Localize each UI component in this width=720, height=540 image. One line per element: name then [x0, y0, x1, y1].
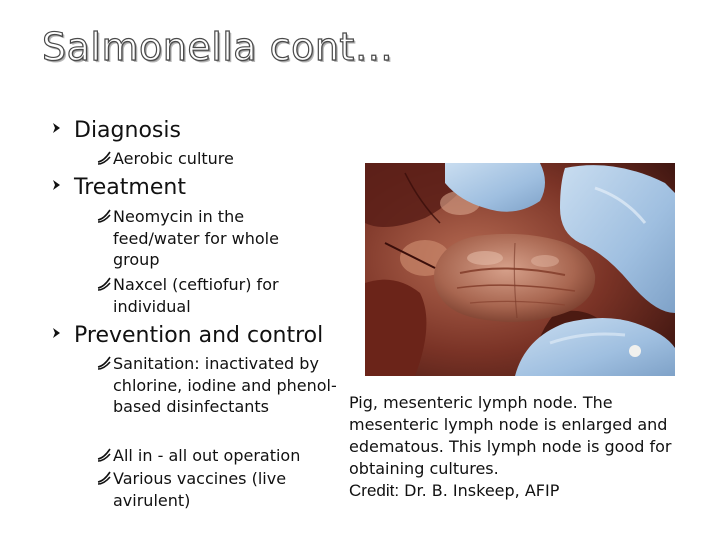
sub-bullet [96, 148, 341, 170]
bullet-label: Treatment [74, 175, 186, 200]
swoosh-bullet-icon [96, 207, 112, 227]
bullet-label: Prevention and control [74, 323, 324, 348]
bullet-label: Diagnosis [74, 118, 181, 143]
sub-bullet [96, 274, 316, 317]
caption-text: Pig, mesenteric lymph node. The mesenteric lymph node is enlarged and edematous. This lymph node is good for obtaining cultures. [349, 393, 672, 478]
arrow-bullet-icon [52, 326, 66, 346]
sub-bullet-text: Sanitation: inactivated by chlorine, iodine and phenol-based disinfectants [113, 354, 337, 416]
arrow-bullet-icon [52, 121, 66, 141]
sub-bullet-text: Naxcel (ceftiofur) for individual [113, 275, 279, 316]
swoosh-bullet-icon [96, 275, 112, 295]
credit-value: Dr. B. Inskeep, AFIP [404, 481, 560, 500]
sub-bullet-text: All in - all out operation [113, 446, 301, 465]
sub-bullet-text: Various vaccines (live avirulent) [113, 469, 287, 510]
sub-bullet-text: Neomycin in the feed/water for whole group [113, 207, 279, 269]
sub-bullet [96, 445, 341, 467]
swoosh-bullet-icon [96, 149, 112, 169]
sub-bullet [96, 206, 316, 271]
sub-bullet [96, 353, 341, 418]
swoosh-bullet-icon [96, 469, 112, 489]
sub-bullet [96, 468, 326, 511]
sub-bullet-text: Aerobic culture [113, 149, 234, 168]
swoosh-bullet-icon [96, 446, 112, 466]
arrow-bullet-icon [52, 178, 66, 198]
credit-label: Credit: [349, 481, 400, 500]
lymph-node-photo [365, 163, 675, 376]
swoosh-bullet-icon [96, 354, 112, 374]
slide-title: Salmonella cont… [42, 25, 394, 69]
photo-caption [349, 392, 699, 502]
